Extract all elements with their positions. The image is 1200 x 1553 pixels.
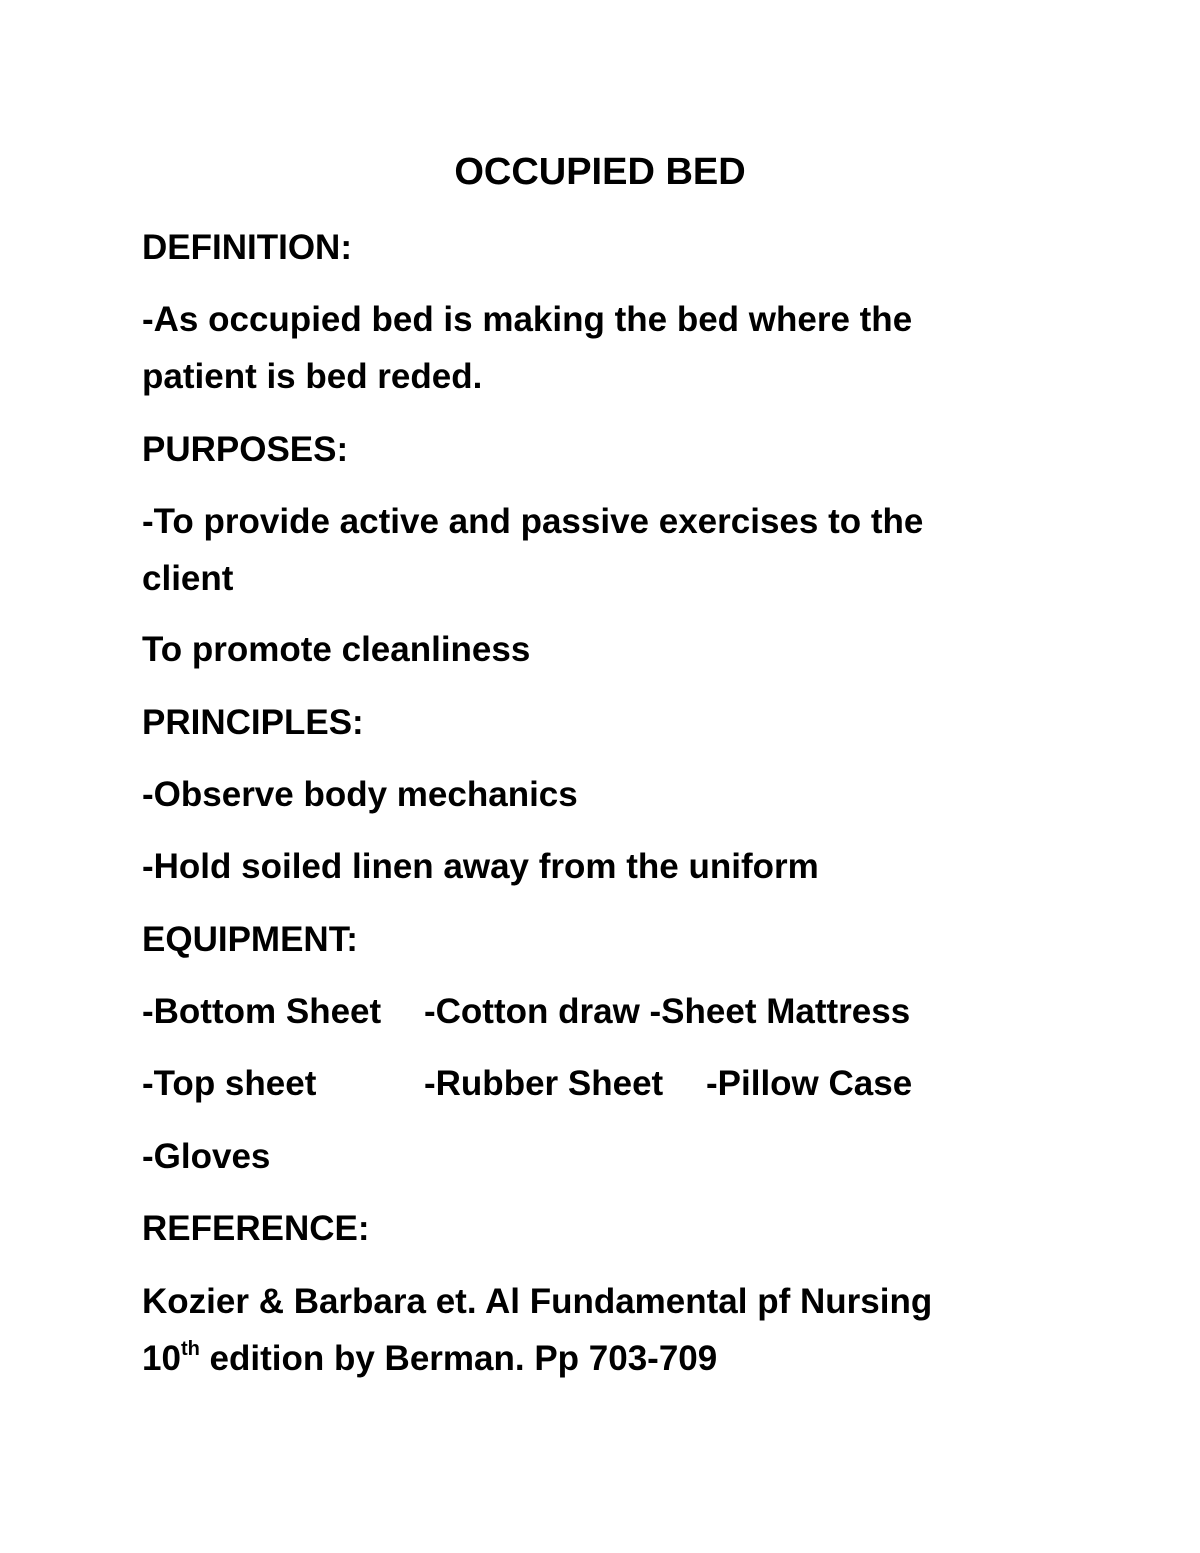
definition-line-2: patient is bed reded. (142, 357, 483, 396)
purposes-line-1: -To provide active and passive exercises to the (142, 502, 924, 541)
equipment-item: -Cotton draw -Sheet Mattress (424, 992, 911, 1031)
edition-suffix: th (180, 1338, 200, 1361)
principles-heading: PRINCIPLES: (142, 703, 364, 742)
definition-line-1: -As occupied bed is making the bed where the (142, 300, 913, 339)
reference-line-2 (142, 1339, 717, 1379)
reference-heading: REFERENCE: (142, 1209, 370, 1248)
equipment-item: -Top sheet (142, 1064, 317, 1103)
reference-line-1: Kozier & Barbara et. Al Fundamental pf Nursing (142, 1282, 933, 1321)
reference-line-2-rest: edition by Berman. Pp 703-709 (199, 1339, 718, 1378)
purposes-line-3: To promote cleanliness (142, 630, 531, 669)
purposes-heading: PURPOSES: (142, 430, 349, 469)
equipment-item: -Pillow Case (706, 1064, 913, 1103)
equipment-item-gloves: -Gloves (142, 1137, 271, 1176)
definition-heading: DEFINITION: (142, 228, 352, 267)
equipment-heading: EQUIPMENT: (142, 920, 358, 959)
equipment-item: -Bottom Sheet (142, 992, 382, 1031)
edition-number: 10 (142, 1339, 181, 1378)
page-title: OCCUPIED BED (454, 151, 746, 193)
purposes-line-2: client (142, 559, 234, 598)
principles-item-2: -Hold soiled linen away from the uniform (142, 847, 819, 886)
principles-item-1: -Observe body mechanics (142, 775, 578, 814)
equipment-item: -Rubber Sheet (424, 1064, 664, 1103)
